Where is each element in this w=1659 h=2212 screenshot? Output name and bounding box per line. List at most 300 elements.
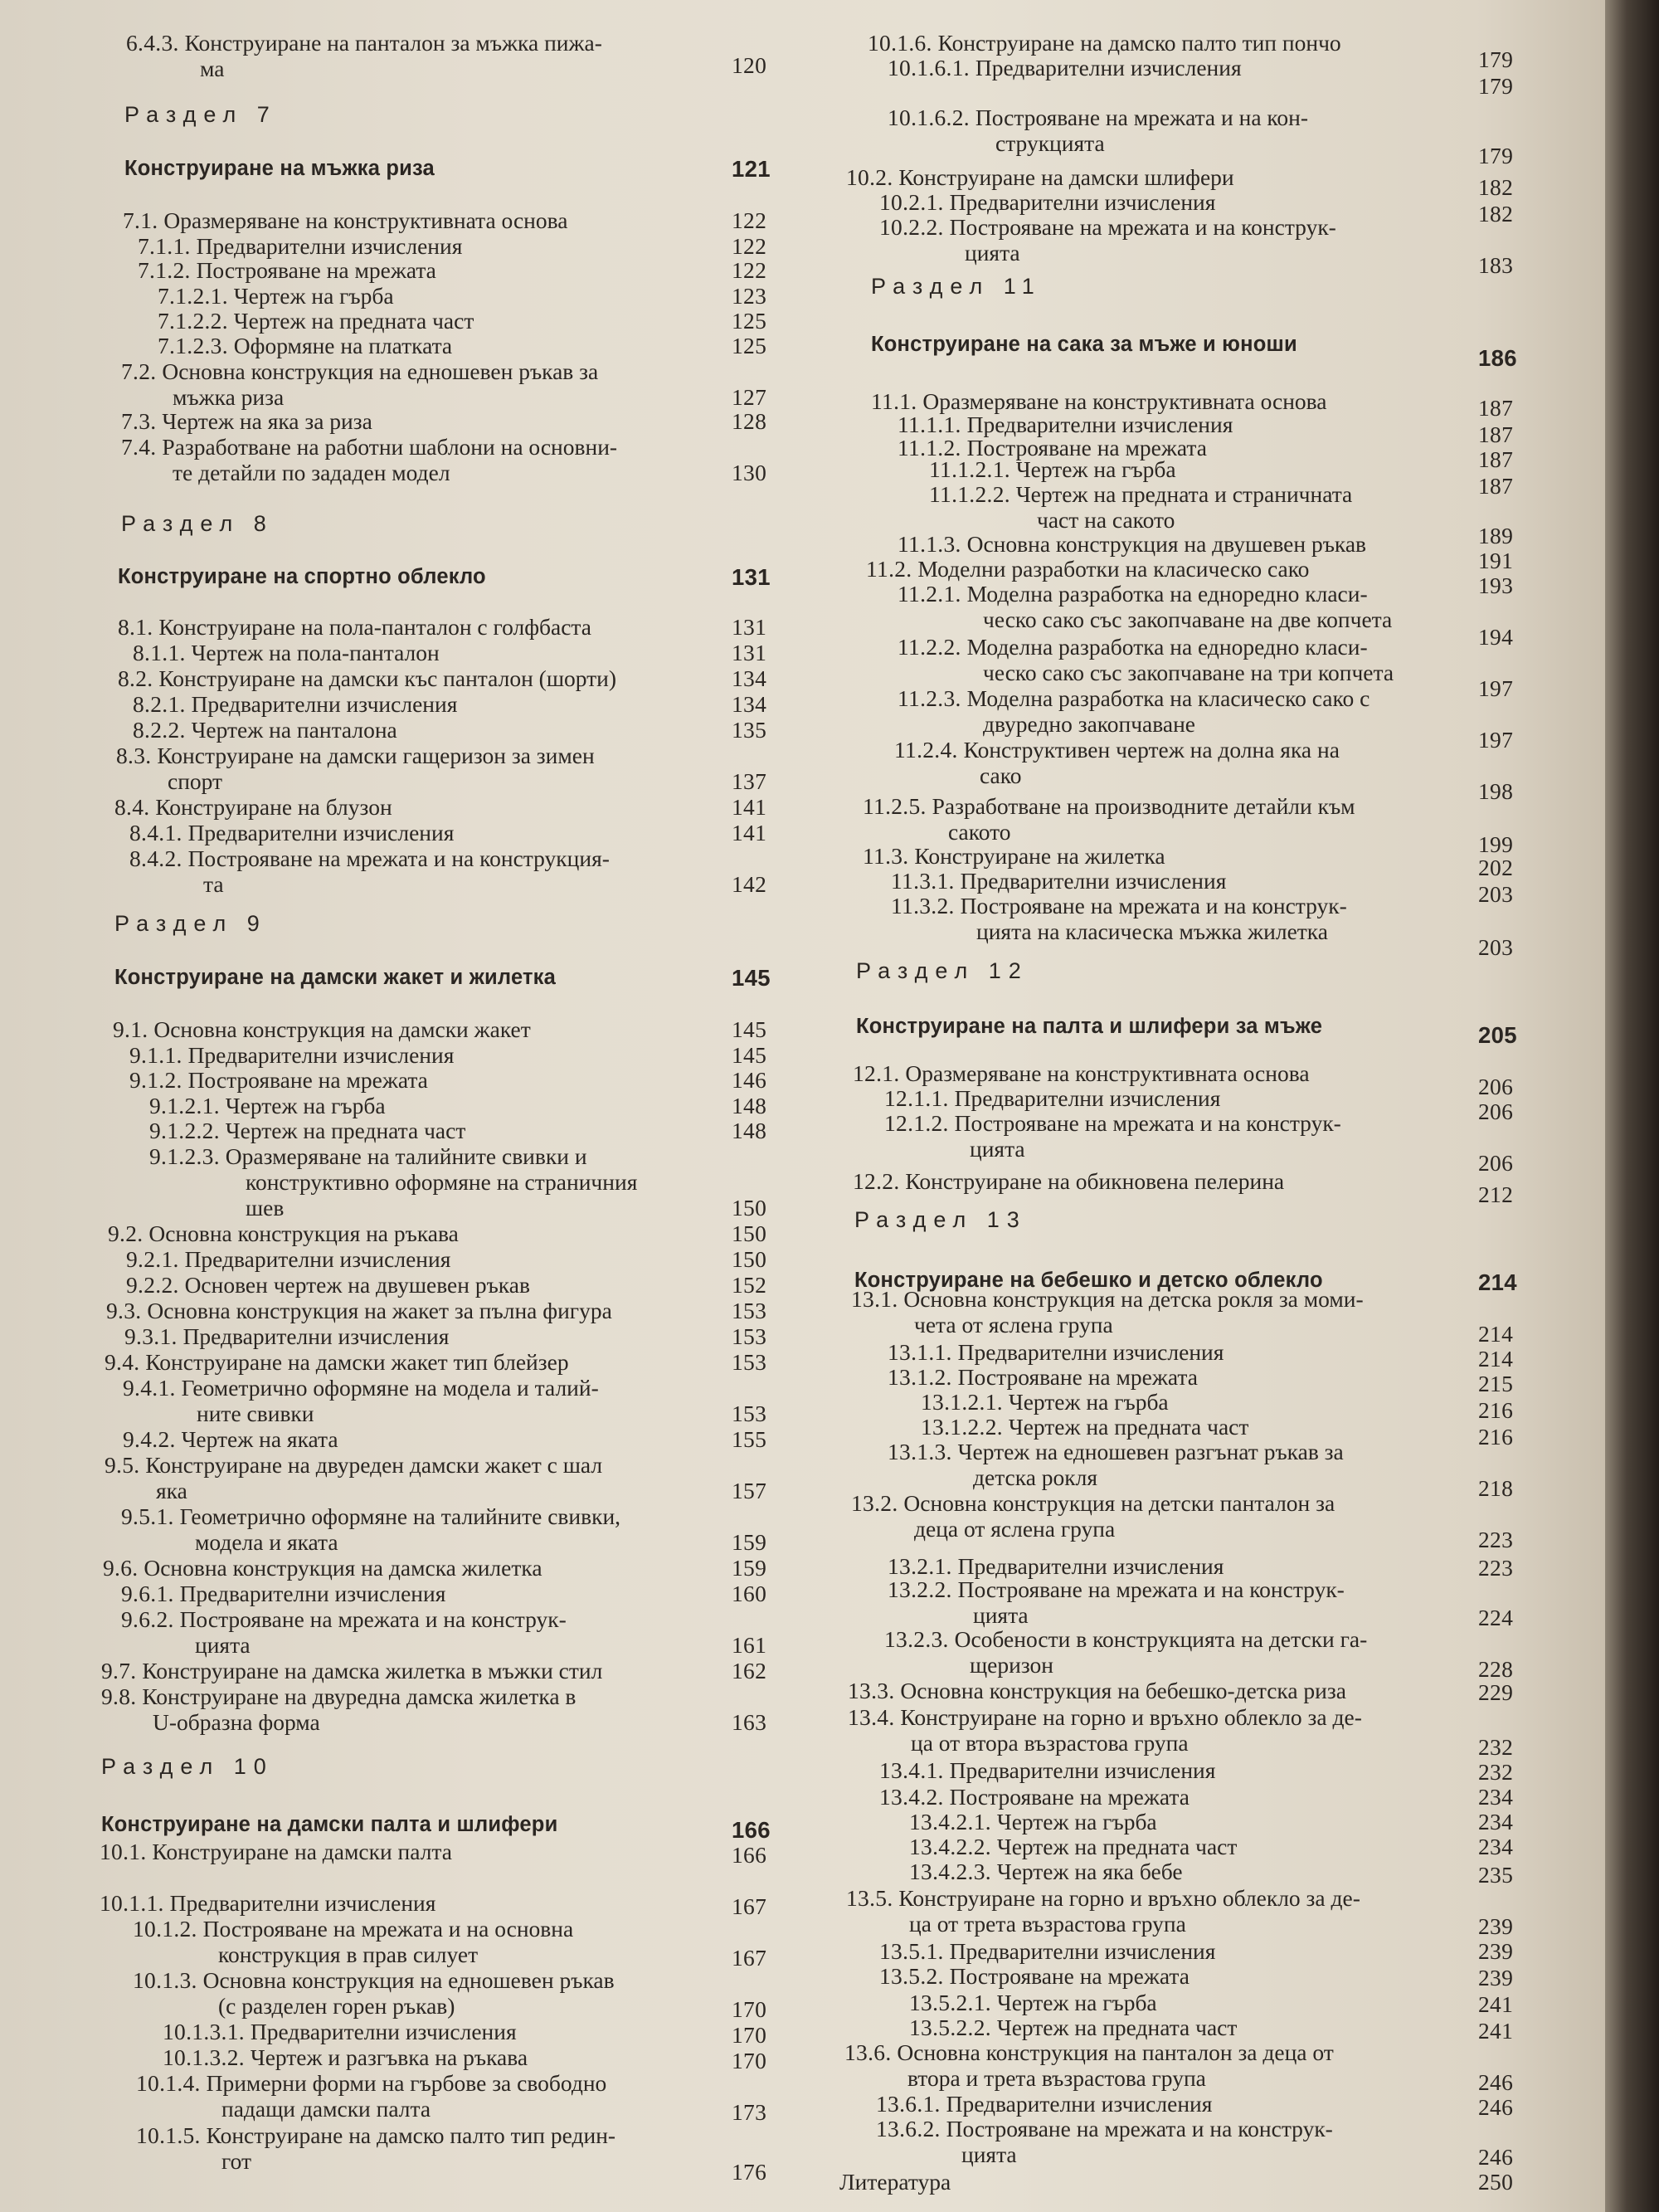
page-number: 160: [732, 1581, 767, 1606]
entry-title-continued: конструктивно оформяне на страничния: [246, 1169, 638, 1195]
entry-title: Литература: [839, 2169, 951, 2195]
toc-left-column: [0, 0, 796, 2212]
page-number: 145: [732, 1042, 767, 1068]
page-number: 127: [732, 384, 767, 410]
entry-number: 10.1.1.: [100, 1890, 164, 1916]
page-number: 159: [732, 1529, 767, 1555]
entry-number: 13.1.1.: [888, 1339, 952, 1365]
entry-title: Конструиране на дамски гащеризон за зимен: [157, 743, 595, 768]
page-number: 145: [732, 1016, 767, 1042]
page-number: 197: [1478, 727, 1514, 753]
entry-title: Построяване на мрежата и на кон-: [975, 105, 1308, 130]
entry-title: Построяване на мрежата: [949, 1784, 1190, 1810]
entry-number: 8.1.1.: [133, 640, 186, 665]
entry-title: Конструиране на бебешко и детско облекло: [854, 1269, 1323, 1292]
entry-title: Основна конструкция на бебешко-детска риза: [900, 1678, 1346, 1703]
entry-number: 9.4.2.: [123, 1426, 176, 1452]
page-edge-shadow: [1605, 0, 1659, 2212]
entry-number: 10.2.1.: [879, 189, 944, 215]
page-number: 157: [732, 1478, 767, 1503]
page-number: 155: [732, 1426, 767, 1452]
entry-number: 12.1.1.: [884, 1085, 949, 1111]
entry-title: Оразмеряване на конструктивната основа: [922, 388, 1327, 414]
page-number: 131: [732, 614, 767, 640]
page-number: 189: [1478, 523, 1514, 548]
entry-title-continued: цията: [195, 1632, 251, 1658]
entry-number: 11.2.1.: [898, 581, 961, 607]
page-number: 159: [732, 1555, 767, 1581]
entry-title: Основна конструкция на дамски жакет: [153, 1016, 531, 1042]
entry-number: 13.4.2.1.: [909, 1809, 991, 1834]
page-number: 153: [732, 1401, 767, 1426]
entry-title-continued: падащи дамски палта: [221, 2096, 431, 2122]
entry-title: Геометрично оформяне на талийните свивки,: [179, 1503, 621, 1529]
entry-title: Предварителни изчисления: [191, 691, 458, 717]
page-number: 203: [1478, 934, 1514, 960]
entry-title-continued: модела и яката: [195, 1529, 338, 1555]
page-number: 187: [1478, 473, 1514, 499]
page-number: 246: [1478, 2069, 1514, 2095]
page-number: 128: [732, 408, 767, 434]
entry-title: Чертеж на предната част: [233, 308, 474, 334]
entry-number: 9.4.: [105, 1349, 140, 1375]
entry-title-continued: ческо сако със закопчаване на две копчета: [983, 607, 1393, 632]
entry-title: Моделна разработка на едноредно класи-: [966, 634, 1368, 660]
page-number: 187: [1478, 446, 1514, 472]
page-number: 246: [1478, 2094, 1514, 2120]
entry-title: Конструиране на дамски палта: [152, 1839, 452, 1864]
entry-title-continued: част на сакото: [1037, 507, 1175, 533]
page-number: 183: [1478, 252, 1514, 278]
entry-title: Построяване на мрежата: [196, 257, 436, 283]
entry-title: Чертеж на гърба: [225, 1093, 386, 1118]
entry-title: Предварителни изчисления: [946, 2091, 1213, 2117]
entry-number: 11.2.2.: [898, 634, 961, 660]
page-number: 250: [1478, 2169, 1514, 2195]
entry-title: Основна конструкция на жакет за пълна фигура: [147, 1298, 612, 1323]
entry-title: Конструиране на дамски жакет тип блейзер: [145, 1349, 569, 1375]
page-number: 241: [1478, 1991, 1514, 2017]
page-number: 191: [1478, 548, 1514, 573]
page-number: 122: [732, 207, 767, 233]
page-number: 206: [1478, 1150, 1514, 1176]
entry-title-continued: щеризон: [970, 1652, 1054, 1678]
entry-title: Конструиране на дамски палта и шлифери: [101, 1813, 558, 1836]
page-number: 150: [732, 1220, 767, 1246]
entry-title: Разработване на производните детайли към: [932, 793, 1355, 819]
entry-number: 7.4.: [121, 434, 157, 460]
entry-title: Предварителни изчисления: [169, 1890, 436, 1916]
entry-title: Конструиране на горно и връхно облекло за де-: [898, 1885, 1360, 1911]
entry-title-continued: гот: [221, 2148, 251, 2174]
entry-title: Конструиране на дамски къс панталон (шорти): [158, 665, 617, 691]
entry-title: Чертеж на гърба: [1008, 1389, 1169, 1415]
entry-title: Основна конструкция на детски панталон за: [903, 1490, 1335, 1516]
entry-title-continued: (с разделен горен ръкав): [218, 1993, 455, 2019]
page-number: 234: [1478, 1834, 1514, 1859]
entry-title-continued: ните свивки: [197, 1401, 314, 1426]
page-number: 176: [732, 2159, 767, 2185]
entry-title: Основен чертеж на двушевен ръкав: [184, 1272, 530, 1298]
page-number: 239: [1478, 1938, 1514, 1964]
entry-number: 9.6.1.: [121, 1581, 174, 1606]
page-number: 134: [732, 691, 767, 717]
page-number: 216: [1478, 1397, 1514, 1423]
entry-number: 8.4.1.: [129, 820, 182, 845]
entry-number: 11.1.2.: [898, 435, 961, 460]
page-number: 146: [732, 1067, 767, 1093]
entry-number: 9.1.2.2.: [149, 1118, 220, 1143]
entry-number: 11.2.5.: [863, 793, 927, 819]
entry-title: Конструиране на горно и връхно облекло за де-: [900, 1704, 1362, 1730]
entry-number: 7.1.2.: [138, 257, 191, 283]
entry-number: 11.3.1.: [891, 868, 955, 894]
entry-number: 13.1.2.2.: [921, 1414, 1003, 1440]
page-number: 166: [732, 1817, 771, 1843]
entry-number: 11.2.4.: [894, 737, 958, 763]
page-number: 212: [1478, 1182, 1514, 1207]
entry-title: Чертеж на предната част: [996, 2015, 1238, 2040]
entry-number: 9.1.2.1.: [149, 1093, 220, 1118]
page-number: 150: [732, 1246, 767, 1272]
entry-number: 6.4.3.: [126, 30, 179, 56]
entry-number: 13.4.1.: [879, 1757, 944, 1783]
entry-title: Чертеж на гърба: [1015, 456, 1176, 482]
page-number: 187: [1478, 421, 1514, 447]
page-number: 239: [1478, 1965, 1514, 1990]
entry-number: 7.1.2.3.: [158, 333, 228, 358]
page-number: 193: [1478, 572, 1514, 598]
page-number: 141: [732, 820, 767, 845]
entry-number: 9.1.1.: [129, 1042, 182, 1068]
page-number: 223: [1478, 1527, 1514, 1552]
entry-title: Чертеж на яка бебе: [996, 1859, 1183, 1884]
entry-number: 10.1.6.: [868, 30, 932, 56]
entry-title: Предварителни изчисления: [179, 1581, 446, 1606]
entry-number: 9.6.: [103, 1555, 139, 1581]
entry-title: Конструиране на дамски жакет и жилетка: [114, 966, 557, 989]
entry-title: Предварителни изчисления: [966, 412, 1233, 437]
entry-title: Оразмеряване на талийните свивки и: [225, 1143, 587, 1169]
entry-title: Оразмеряване на конструктивната основа: [163, 207, 568, 233]
entry-number: 9.4.1.: [123, 1375, 176, 1401]
entry-title-continued: чета от яслена група: [914, 1312, 1113, 1337]
entry-title: Чертеж на едношевен разгънат ръкав за: [957, 1439, 1344, 1464]
entry-title: Построяване на мрежата и на конструк-: [954, 1110, 1341, 1136]
entry-title: Конструиране на дамска жилетка в мъжки стил: [142, 1658, 603, 1683]
entry-number: 9.1.2.: [129, 1067, 182, 1093]
entry-title: Чертеж и разгъвка на ръкава: [250, 2044, 528, 2070]
page-number: 167: [732, 1945, 767, 1971]
page-number: 166: [732, 1842, 767, 1868]
entry-title: Построяване на мрежата и на конструк-: [946, 2116, 1333, 2141]
entry-number: 13.3.: [848, 1678, 895, 1703]
entry-title: Конструиране на панталон за мъжка пижа-: [184, 30, 602, 56]
entry-number: 9.6.2.: [121, 1606, 174, 1632]
entry-title: Оразмеряване на конструктивната основа: [905, 1060, 1310, 1086]
section-heading: Раздел 7: [124, 102, 277, 127]
entry-title: Предварителни изчисления: [250, 2019, 517, 2044]
page-number: 246: [1478, 2144, 1514, 2170]
entry-title-continued: ца от втора възрастова група: [911, 1730, 1189, 1756]
page-number: 125: [732, 308, 767, 334]
entry-title: Конструиране на двуредна дамска жилетка в: [142, 1683, 577, 1709]
page-number: 153: [732, 1298, 767, 1323]
section-heading: Раздел 11: [871, 274, 1042, 299]
entry-number: 7.1.1.: [138, 233, 191, 259]
entry-title: Предварителни изчисления: [182, 1323, 450, 1349]
entry-title: Предварителни изчисления: [949, 1938, 1216, 1964]
entry-title: Предварителни изчисления: [975, 55, 1242, 80]
entry-title: Конструиране на жилетка: [914, 843, 1165, 869]
entry-number: 8.4.2.: [129, 845, 182, 871]
entry-title: Чертеж на яката: [181, 1426, 338, 1452]
entry-title: Предварителни изчисления: [187, 820, 455, 845]
page-number: 187: [1478, 395, 1514, 421]
entry-title-continued: та: [203, 871, 224, 897]
entry-title: Предварителни изчисления: [957, 1553, 1224, 1579]
entry-title: Предварителни изчисления: [949, 189, 1216, 215]
entry-number: 11.1.3.: [898, 531, 961, 557]
entry-title: Построяване на мрежата и на основна: [202, 1916, 574, 1942]
entry-title-continued: ма: [200, 56, 225, 81]
page-number: 131: [732, 640, 767, 665]
entry-title: Построяване на мрежата: [966, 435, 1207, 460]
entry-title-continued: детска рокля: [973, 1464, 1098, 1490]
entry-title: Предварителни изчисления: [954, 1085, 1221, 1111]
page-number: 239: [1478, 1913, 1514, 1939]
page-number: 235: [1478, 1862, 1514, 1888]
entry-title-continued: конструкция в прав силует: [218, 1942, 479, 1967]
entry-number: 10.1.3.1.: [163, 2019, 245, 2044]
page-number: 173: [732, 2099, 767, 2125]
entry-number: 9.8.: [101, 1683, 137, 1709]
page-number: 228: [1478, 1656, 1514, 1682]
page-number: 241: [1478, 2018, 1514, 2044]
page-number: 215: [1478, 1371, 1514, 1396]
page-number: 179: [1478, 143, 1514, 168]
entry-title: Построяване на мрежата и на конструкция-: [187, 845, 610, 871]
entry-number: 8.3.: [116, 743, 152, 768]
entry-title: Конструктивен чертеж на долна яка на: [963, 737, 1340, 763]
entry-title-continued: спорт: [168, 768, 223, 794]
entry-title: Конструиране на сака за мъже и юноши: [871, 333, 1297, 356]
page-number: 234: [1478, 1784, 1514, 1810]
page-number: 216: [1478, 1424, 1514, 1449]
entry-number: 13.2.2.: [888, 1576, 952, 1602]
page-number: 198: [1478, 778, 1514, 804]
page-number: 205: [1478, 1022, 1517, 1048]
entry-title: Чертеж на панталона: [191, 717, 397, 743]
entry-number: 12.2.: [853, 1168, 900, 1194]
entry-title: Примерни форми на гърбове за свободно: [206, 2070, 607, 2096]
entry-title: Конструиране на дамско палто тип редин-: [206, 2122, 616, 2148]
entry-title-continued: струкцията: [995, 130, 1105, 156]
entry-number: 10.1.: [100, 1839, 147, 1864]
entry-number: 9.7.: [101, 1658, 137, 1683]
page-number: 134: [732, 665, 767, 691]
entry-number: 13.2.1.: [888, 1553, 952, 1579]
page-number: 223: [1478, 1555, 1514, 1581]
page-number: 232: [1478, 1734, 1514, 1760]
page-number: 170: [732, 2048, 767, 2073]
page-number: 135: [732, 717, 767, 743]
entry-title: Моделни разработки на класическо сако: [917, 556, 1310, 582]
entry-title: Основна конструкция на дамска жилетка: [144, 1555, 542, 1581]
page-number: 197: [1478, 675, 1514, 701]
entry-title: Геометрично оформяне на модела и талий-: [181, 1375, 599, 1401]
entry-title: Основна конструкция на детска рокля за моми-: [903, 1286, 1364, 1312]
entry-number: 13.4.: [848, 1704, 895, 1730]
entry-title: Чертеж на гърба: [996, 1809, 1157, 1834]
entry-title-continued: цията: [961, 2141, 1017, 2167]
entry-number: 13.2.: [851, 1490, 898, 1516]
page-number: 123: [732, 283, 767, 309]
entry-number: 13.1.2.1.: [921, 1389, 1003, 1415]
entry-number: 8.2.1.: [133, 691, 186, 717]
entry-title: Моделна разработка на класическо сако с: [966, 685, 1370, 711]
entry-title: Основна конструкция на едношевен ръкав: [202, 1967, 615, 1993]
entry-title: Конструиране на дамско палто тип пончо: [937, 30, 1341, 56]
entry-title: Предварителни изчисления: [960, 868, 1227, 894]
entry-title-continued: цията: [973, 1602, 1029, 1628]
entry-title: Чертеж на предната част: [225, 1118, 466, 1143]
page-number: 121: [732, 156, 771, 182]
section-heading: Раздел 8: [121, 511, 274, 536]
entry-title: Основна конструкция на панталон за деца от: [897, 2039, 1334, 2065]
entry-number: 13.4.2.2.: [909, 1834, 991, 1859]
entry-title: Чертеж на предната част: [996, 1834, 1238, 1859]
page-number: 186: [1478, 345, 1517, 371]
entry-number: 12.1.: [853, 1060, 900, 1086]
page-number: 142: [732, 871, 767, 897]
entry-number: 9.3.: [106, 1298, 142, 1323]
entry-title-continued: яка: [156, 1478, 187, 1503]
entry-number: 12.1.2.: [884, 1110, 949, 1136]
entry-title: Моделна разработка на едноредно класи-: [966, 581, 1368, 607]
section-heading: Раздел 12: [856, 958, 1029, 983]
page-number: 214: [1478, 1346, 1514, 1372]
page-number: 206: [1478, 1074, 1514, 1099]
entry-title: Конструиране на обикновена пелерина: [905, 1168, 1285, 1194]
entry-title: Построяване на мрежата и на конструк-: [957, 1576, 1345, 1602]
entry-title-continued: ческо сако със закопчаване на три копчета: [983, 660, 1394, 685]
entry-number: 11.2.: [866, 556, 912, 582]
entry-number: 9.1.2.3.: [149, 1143, 220, 1169]
entry-title-continued: цията: [970, 1136, 1025, 1162]
entry-number: 11.2.3.: [898, 685, 961, 711]
entry-title-continued: цията на класическа мъжка жилетка: [976, 918, 1328, 944]
page-number: 194: [1478, 624, 1514, 650]
page-number: 148: [732, 1118, 767, 1143]
entry-title: Разработване на работни шаблони на основни-: [162, 434, 618, 460]
entry-number: 13.2.3.: [884, 1626, 949, 1652]
page-number: 218: [1478, 1475, 1514, 1501]
entry-number: 10.1.2.: [133, 1916, 197, 1942]
page-number: 206: [1478, 1099, 1514, 1124]
page-number: 224: [1478, 1605, 1514, 1630]
entry-number: 9.3.1.: [124, 1323, 178, 1349]
entry-title: Предварителни изчисления: [187, 1042, 455, 1068]
entry-title: Предварителни изчисления: [184, 1246, 451, 1272]
entry-title: Чертеж на предната и страничната: [1015, 481, 1353, 507]
entry-title: Предварителни изчисления: [949, 1757, 1216, 1783]
page-number: 162: [732, 1658, 767, 1683]
entry-title: Основна конструкция на двушевен ръкав: [966, 531, 1367, 557]
entry-number: 13.6.2.: [876, 2116, 941, 2141]
entry-title: Конструиране на палта и шлифери за мъже: [856, 1015, 1323, 1038]
entry-title-continued: ца от трета възрастова група: [909, 1911, 1186, 1937]
entry-title: Построяване на мрежата и на конструк-: [179, 1606, 567, 1632]
page-number: 152: [732, 1272, 767, 1298]
page-number: 203: [1478, 881, 1514, 907]
entry-number: 8.2.: [118, 665, 153, 691]
page-number: 202: [1478, 855, 1514, 880]
page-number: 214: [1478, 1269, 1517, 1295]
entry-number: 13.6.1.: [876, 2091, 941, 2117]
entry-title: Конструиране на спортно облекло: [118, 565, 486, 588]
entry-title-continued: сакото: [948, 819, 1011, 845]
entry-number: 9.5.1.: [121, 1503, 174, 1529]
page-number: 150: [732, 1195, 767, 1220]
page-number: 199: [1478, 831, 1514, 857]
entry-title: Конструиране на мъжка риза: [124, 157, 435, 180]
entry-title: Чертеж на гърба: [996, 1990, 1157, 2015]
page-number: 229: [1478, 1679, 1514, 1705]
page-number: 179: [1478, 46, 1514, 72]
entry-number: 7.1.2.1.: [158, 283, 228, 309]
entry-number: 11.1.2.1.: [929, 456, 1010, 482]
entry-number: 13.5.2.: [879, 1963, 944, 1989]
entry-title: Построяване на мрежата: [187, 1067, 428, 1093]
page-number: 167: [732, 1893, 767, 1919]
entry-number: 13.1.: [851, 1286, 898, 1312]
entry-number: 13.5.: [846, 1885, 893, 1911]
entry-number: 10.1.4.: [136, 2070, 201, 2096]
entry-title-continued: сако: [980, 763, 1022, 788]
entry-number: 13.5.2.2.: [909, 2015, 991, 2040]
entry-number: 13.4.2.3.: [909, 1859, 991, 1884]
page-number: 122: [732, 233, 767, 259]
page-number: 153: [732, 1349, 767, 1375]
entry-number: 13.1.2.: [888, 1364, 952, 1390]
page-number: 137: [732, 768, 767, 794]
entry-number: 8.2.2.: [133, 717, 186, 743]
page-number: 120: [732, 52, 767, 78]
page-number: 170: [732, 2022, 767, 2048]
entry-title-continued: втора и трета възрастова група: [907, 2065, 1206, 2091]
entry-number: 13.6.: [844, 2039, 892, 2065]
section-heading: Раздел 9: [114, 911, 267, 936]
page-number: 214: [1478, 1321, 1514, 1347]
page-number: 153: [732, 1323, 767, 1349]
toc-right-column: [796, 0, 1605, 2212]
entry-number: 13.5.2.1.: [909, 1990, 991, 2015]
page-number: 145: [732, 965, 771, 991]
entry-number: 13.1.3.: [888, 1439, 952, 1464]
entry-title: Предварителни изчисления: [957, 1339, 1224, 1365]
entry-title-continued: U-образна форма: [153, 1709, 320, 1735]
entry-title: Чертеж на пола-панталон: [191, 640, 440, 665]
entry-number: 10.2.2.: [879, 214, 944, 240]
entry-number: 10.1.6.1.: [888, 55, 970, 80]
entry-title: Конструиране на дамски шлифери: [898, 164, 1234, 190]
page-number: 232: [1478, 1759, 1514, 1785]
page-number: 179: [1478, 73, 1514, 99]
page-number: 125: [732, 333, 767, 358]
entry-number: 10.1.3.: [133, 1967, 197, 1993]
entry-number: 10.1.5.: [136, 2122, 201, 2148]
